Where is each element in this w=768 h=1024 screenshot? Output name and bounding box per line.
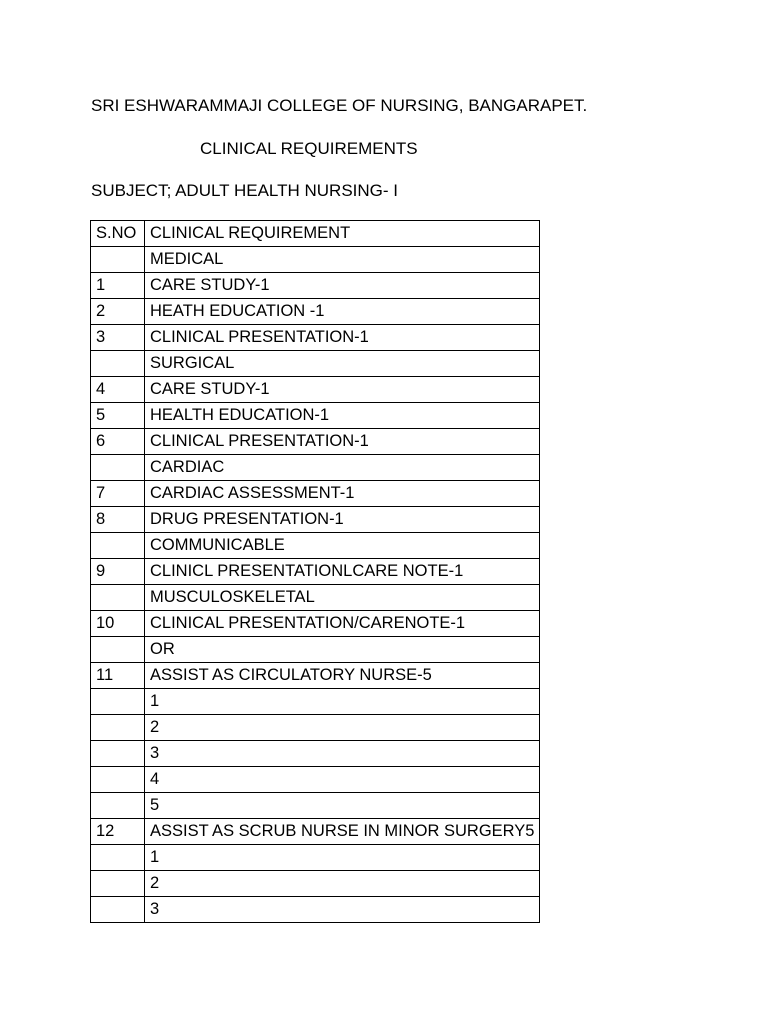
row-requirement: 5 xyxy=(145,793,540,819)
row-requirement: 1 xyxy=(145,689,540,715)
row-sno xyxy=(91,767,145,793)
row-sno xyxy=(91,455,145,481)
table-row xyxy=(91,845,540,871)
row-sno xyxy=(91,533,145,559)
row-requirement: COMMUNICABLE xyxy=(145,533,540,559)
row-sno: 3 xyxy=(91,325,145,351)
row-requirement: CLINICAL PRESENTATION-1 xyxy=(145,429,540,455)
row-requirement: CARDIAC xyxy=(145,455,540,481)
row-sno xyxy=(91,585,145,611)
row-requirement: HEATH EDUCATION -1 xyxy=(145,299,540,325)
row-sno xyxy=(91,351,145,377)
row-sno: 7 xyxy=(91,481,145,507)
row-requirement: DRUG PRESENTATION-1 xyxy=(145,507,540,533)
document-heading: CLINICAL REQUIREMENTS xyxy=(200,139,418,158)
row-requirement: CARDIAC ASSESSMENT-1 xyxy=(145,481,540,507)
row-sno: 6 xyxy=(91,429,145,455)
row-requirement: 3 xyxy=(145,897,540,923)
row-requirement: CARE STUDY-1 xyxy=(145,377,540,403)
row-requirement: CLINICAL PRESENTATION/CARENOTE-1 xyxy=(145,611,540,637)
row-sno xyxy=(91,689,145,715)
row-requirement: 4 xyxy=(145,767,540,793)
table-row xyxy=(91,377,540,403)
row-sno: 11 xyxy=(91,663,145,689)
row-sno xyxy=(91,897,145,923)
table-row xyxy=(91,585,540,611)
table-row xyxy=(91,429,540,455)
table-row xyxy=(91,533,540,559)
row-requirement: 1 xyxy=(145,845,540,871)
row-sno: 1 xyxy=(91,273,145,299)
row-requirement: CARE STUDY-1 xyxy=(145,273,540,299)
table-row xyxy=(91,819,540,845)
table-row xyxy=(91,247,540,273)
table-row xyxy=(91,611,540,637)
table-row xyxy=(91,481,540,507)
row-sno xyxy=(91,871,145,897)
table-row xyxy=(91,897,540,923)
clinical-requirements-table xyxy=(90,220,540,923)
row-sno: 5 xyxy=(91,403,145,429)
row-requirement: ASSIST AS CIRCULATORY NURSE-5 xyxy=(145,663,540,689)
row-requirement: CLINICAL PRESENTATION-1 xyxy=(145,325,540,351)
header-requirement: CLINICAL REQUIREMENT xyxy=(145,221,540,247)
table-row xyxy=(91,299,540,325)
table-row xyxy=(91,273,540,299)
row-requirement: 3 xyxy=(145,741,540,767)
table-row xyxy=(91,767,540,793)
row-sno: 9 xyxy=(91,559,145,585)
row-sno: 8 xyxy=(91,507,145,533)
row-requirement: OR xyxy=(145,637,540,663)
row-requirement: 2 xyxy=(145,715,540,741)
subject-line: SUBJECT; ADULT HEALTH NURSING- I xyxy=(91,181,398,200)
table-row xyxy=(91,793,540,819)
row-requirement: HEALTH EDUCATION-1 xyxy=(145,403,540,429)
row-sno: 4 xyxy=(91,377,145,403)
header-sno: S.NO xyxy=(91,221,145,247)
table-row xyxy=(91,351,540,377)
row-sno xyxy=(91,715,145,741)
row-requirement: MUSCULOSKELETAL xyxy=(145,585,540,611)
row-sno: 12 xyxy=(91,819,145,845)
table-row xyxy=(91,637,540,663)
table-row xyxy=(91,871,540,897)
table-row xyxy=(91,559,540,585)
table-row xyxy=(91,507,540,533)
row-sno xyxy=(91,247,145,273)
table-row xyxy=(91,455,540,481)
row-requirement: ASSIST AS SCRUB NURSE IN MINOR SURGERY5 xyxy=(145,819,540,845)
row-sno xyxy=(91,793,145,819)
college-name-line: SRI ESHWARAMMAJI COLLEGE OF NURSING, BANGARAPET. xyxy=(91,96,588,115)
row-requirement: SURGICAL xyxy=(145,351,540,377)
table-row xyxy=(91,689,540,715)
table-row xyxy=(91,741,540,767)
table-header-row xyxy=(91,221,540,247)
row-requirement: 2 xyxy=(145,871,540,897)
row-sno xyxy=(91,845,145,871)
row-sno: 2 xyxy=(91,299,145,325)
row-sno xyxy=(91,741,145,767)
table-row xyxy=(91,325,540,351)
row-requirement: CLINICL PRESENTATIONLCARE NOTE-1 xyxy=(145,559,540,585)
row-requirement: MEDICAL xyxy=(145,247,540,273)
row-sno xyxy=(91,637,145,663)
row-sno: 10 xyxy=(91,611,145,637)
table-row xyxy=(91,663,540,689)
table-row xyxy=(91,403,540,429)
table-row xyxy=(91,715,540,741)
